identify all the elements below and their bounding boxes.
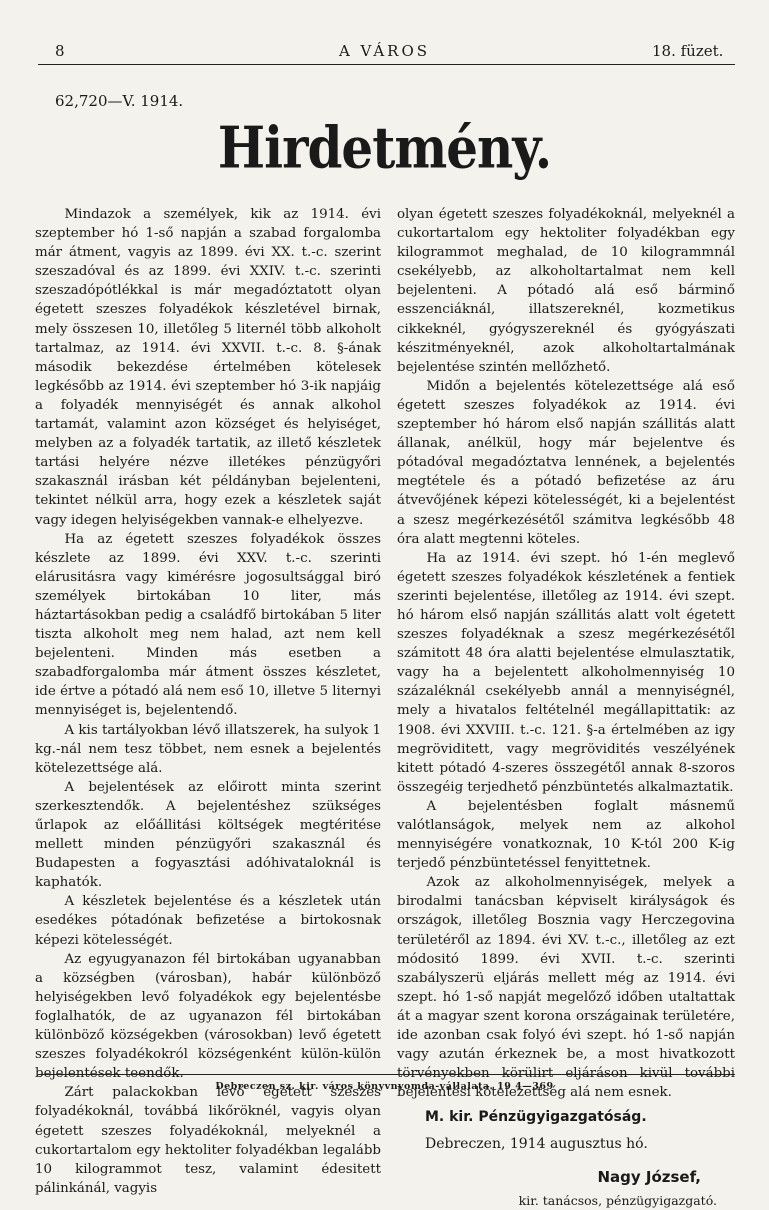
paragraph: Ha az égetett szeszes folyadékok összes készlete az 1899. évi XXV. t.-c. szerinti elárusitásra vagy kimérésre jogosultsággal biró személyek birtokában 10 liter, más háztartásokban pedig a családfő birtokában 5 liter tiszta alkoholt meg nem halad, azt nem kell bejelenteni. Minden más esetben a szabadforgalomba már átment összes készletet, ide értve a pótadó alá nem eső 10, illetve 5 liternyi mennyiséget is, bejelentendő. <box>35 531 381 719</box>
paragraph: Mindazok a személyek, kik az 1914. évi szeptember hó 1-ső napján a szabad forgalomba már átment, vagyis az 1899. évi XX. t.-c. szerint szeszadóval és az 1899. évi XXIV. t.-c. szerinti szeszadópótlékkal is már megadóztatott olyan égetett szeszes folyadékok készletével birnak, mely összesen 10, illetőleg 5 liternél több alkoholt tartalmaz, az 1914. évi XXVII. t.-c. 8. §-ának második bekezdése értelmében kötelesek legkésőbb az 1914. évi szeptember hó 3-ik napjáig a folyadék mennyiségét és annak alkohol tartamát, valamint azon községet és helyiséget, melyben az a folyadék tartatik, az illető készletek tartási helyére nézve illetékes pénzügyőri szakasznál irásban két példányban bejelenteni, tekintet nélkül arra, hogy ezek a készletek saját vagy idegen helyiségekben vannak-e elhelyezve. <box>35 207 381 528</box>
headline: Hirdetmény. <box>217 113 552 182</box>
place-date: Debreczen, 1914 augusztus hó. <box>425 1135 648 1152</box>
paragraph: Zárt palackokban levő égetett szeszes folyadékoknál, továbbá likőröknél, vagyis olyan égetett szeszes folyadékoknál, melyeknél a cukortartalom egy hektoliter folyadékban legalább 10 kilogrammot tesz, valamint édesitett pálinkánál, vagyis <box>35 1085 381 1196</box>
issuing-office: M. kir. Pénzügyigazgatóság. <box>425 1109 647 1126</box>
paragraph: A készletek bejelentése és a készletek után esedékes pótadónak befizetése a birtokosnak képezi kötelességét. <box>35 894 381 948</box>
left-column <box>35 205 381 1198</box>
page-number: 8 <box>55 42 65 60</box>
running-header <box>0 42 769 64</box>
signatory-name: Nagy József, <box>597 1167 701 1186</box>
right-column <box>397 205 735 1210</box>
printer-imprint: Debreczen sz. kir. város könyvnyomda-vállalata. 19 4—369 <box>215 1081 554 1092</box>
paragraph: A kis tartályokban lévő illatszerek, ha sulyok 1 kg.-nál nem tesz többet, nem esnek a bejelentés kötelezettsége alá. <box>35 722 381 776</box>
footer-rule <box>38 1074 735 1075</box>
signature-block <box>397 1108 735 1209</box>
paragraph: A bejelentések az előirott minta szerint szerkesztendők. A bejelentéshez szükséges űrlapok az előállitási költségek megtéritése mellett minden pénzügyőri szakasznál és Budapesten a fogyasztási adóhivataloknál is kaphatók. <box>35 779 381 891</box>
paragraph: Az egyugyanazon fél birtokában ugyanabban a községben (városban), habár különböző helyiségekben levő folyadékok egy bejelentésbe foglalhatók, de az ugyanazon fél birtokában különböző községekben (városokban) levő égetett szeszes folyadékokról községenként külön-külön bejelentések teendők. <box>35 951 381 1082</box>
paragraph: A bejelentésben foglalt másnemű valótlanságok, melyek nem az alkohol mennyiségére vonatkoznak, 10 K-tól 200 K-ig terjedő pénzbüntetéssel fenyittetnek. <box>397 798 735 872</box>
paragraph: Midőn a bejelentés kötelezettsége alá eső égetett szeszes folyadékok az 1914. évi szeptember hó három első napján szállitás alatt állanak, anélkül, hogy már bejelentve és pótadóval megadóztatva lennének, a bejelentés megtétele és a pótadó befizetése az áru átvevőjének képezi kötelességét, ki a bejelentést a szesz megérkezésétől számitva legkésőbb 48 óra alatt megtenni köteles. <box>397 378 735 547</box>
paragraph: olyan égetett szeszes folyadékoknál, melyeknél a cukortartalom egy hektoliter folyadékban egy kilogrammot meghalad, de 10 kilogrammnál csekélyebb, az alkoholtartalmat nem kell bejelenteni. A pótadó alá eső bárminő esszenciáknál, illatszereknél, kozmetikus cikkeknél, gyógyszereknél és gyógyászati készitményeknél, azok alkoholtartalmának bejelentése szintén mellőzhető. <box>397 207 735 375</box>
header-rule <box>38 64 735 65</box>
signatory-title: kir. tanácsos, pénzügyigazgató. <box>518 1192 717 1208</box>
paragraph: Ha az 1914. évi szept. hó 1-én meglevő égetett szeszes folyadékok készletének a fentiek szerinti bejelentése, illetőleg az 1914. évi szept. hó három első napján szállitás alatt volt égetett szeszes folyadéknak a szesz megérkezésétől számitott 48 óra alatti bejelentése elmulasztatik, vagy ha a bejelentett alkoholmennyiség 10 százaléknál csekélyebb annál a mennyiségnél, mely a hivatalos feltételnél megállapittatik: az 1908. évi XXVIII. t.-c. 121. §-a értelmében az igy megröviditett, vagy megrövidités veszélyének kitett pótadó 4-szeres összegétől annak 8-szoros összegéig terjedhető pénzbüntetés alkalmaztatik. <box>397 550 735 795</box>
journal-title: A VÁROS <box>338 42 431 60</box>
reference-number: 62,720—V. 1914. <box>55 92 184 110</box>
paragraph: Azok az alkoholmennyiségek, melyek a birodalmi tanácsban képviselt királyságok és országok, illetőleg Bosznia vagy Herczegovina területéről az 1894. évi XV. t.-c., illetőleg az ezt módositó 1899. évi XVII. t.-c. szerinti szabályszerü eljárás mellett még az 1914. évi szept. hó 1-ső napját megelőző időben utaltattak át a magyar szent korona országainak területére, ide azonban csak folyó évi szept. hó 1-ső napján vagy azután érkeznek be, a most hivatkozott törvényekben körülirt eljáráson kivül további bejelentési kötelezettség alá nem esnek. <box>397 875 735 1101</box>
issue-number: 18. füzet. <box>652 42 724 60</box>
